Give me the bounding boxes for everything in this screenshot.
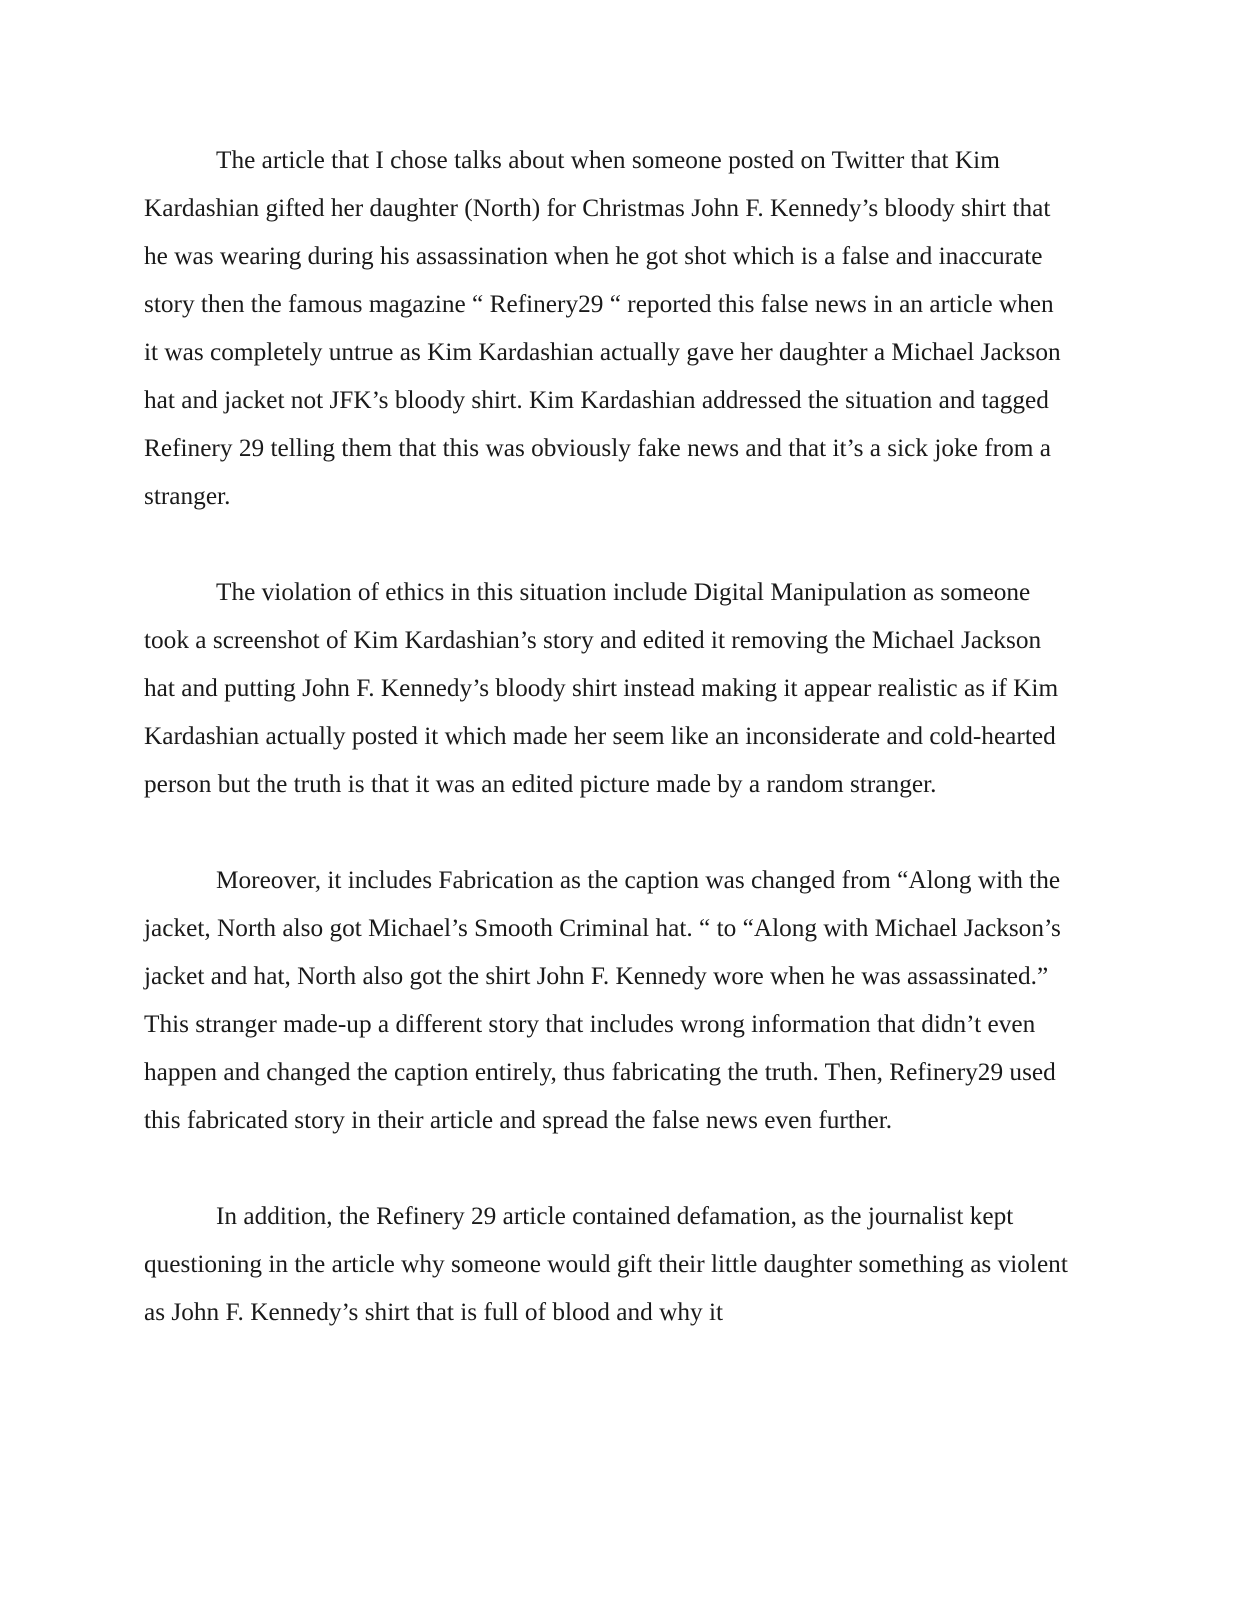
document-body: [144, 136, 1074, 1336]
paragraph-4: In addition, the Refinery 29 article contained defamation, as the journalist kept questioning in the article why someone would gift their little daughter something as violent as John F. Kennedy’s shirt that is full of blood and why it: [144, 1202, 1068, 1326]
paragraph-1: The article that I chose talks about when someone posted on Twitter that Kim Kardashian gifted her daughter (North) for Christmas John F. Kennedy’s bloody shirt that he was wearing during his assassination when he got shot which is a false and inaccurate story then the famous magazine “ Refinery29 “ reported this false news in an article when it was completely untrue as Kim Kardashian actually gave her daughter a Michael Jackson hat and jacket not JFK’s bloody shirt. Kim Kardashian addressed the situation and tagged Refinery 29 telling them that this was obviously fake news and that it’s a sick joke from a stranger.: [144, 146, 1061, 510]
paragraph-3: Moreover, it includes Fabrication as the caption was changed from “Along with the jacket, North also got Michael’s Smooth Criminal hat. “ to “Along with Michael Jackson’s jacket and hat, North also got the shirt John F. Kennedy wore when he was assassinated.” This stranger made-up a different story that includes wrong information that didn’t even happen and changed the caption entirely, thus fabricating the truth. Then, Refinery29 used this fabricated story in their article and spread the false news even further.: [144, 866, 1061, 1134]
paragraph-2: The violation of ethics in this situation include Digital Manipulation as someone took a screenshot of Kim Kardashian’s story and edited it removing the Michael Jackson hat and putting John F. Kennedy’s bloody shirt instead making it appear realistic as if Kim Kardashian actually posted it which made her seem like an inconsiderate and cold-hearted person but the truth is that it was an edited picture made by a random stranger.: [144, 578, 1059, 798]
